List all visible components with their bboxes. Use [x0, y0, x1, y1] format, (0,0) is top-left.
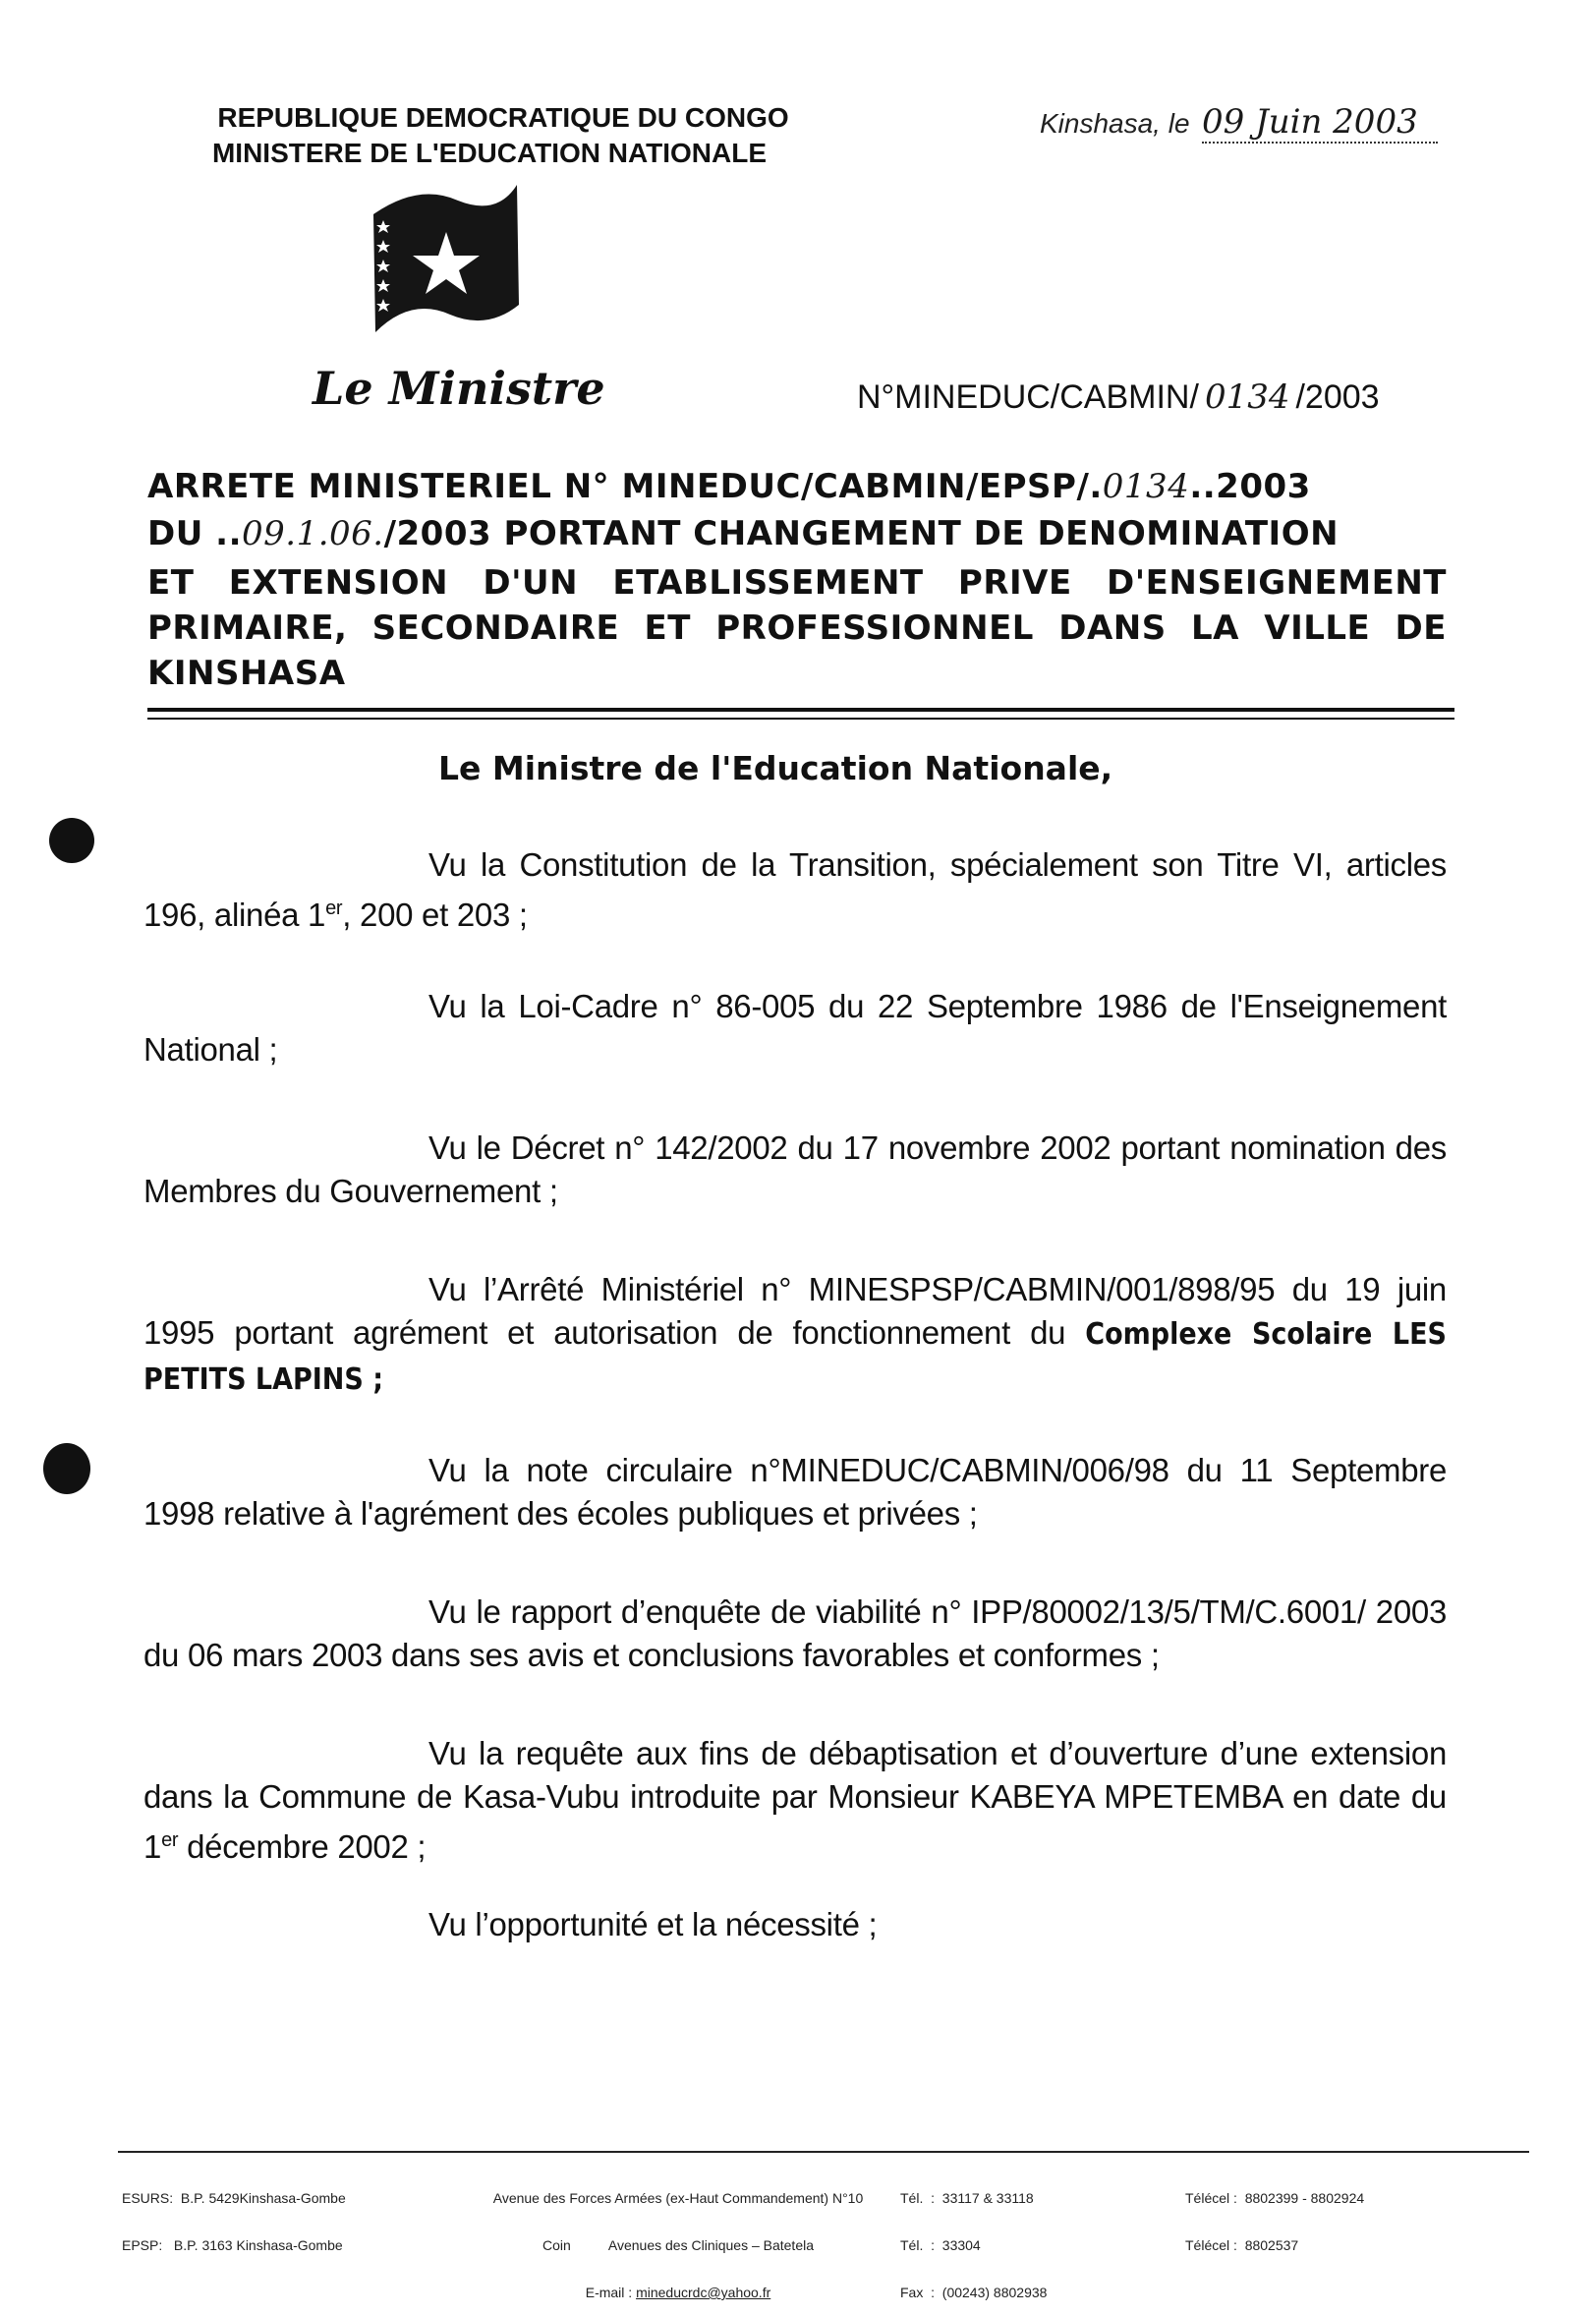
signatory-title: Le Ministre	[313, 362, 605, 415]
paragraph-note-circulaire: Vu la note circulaire n°MINEDUC/CABMIN/006/98 du 11 Septembre 1998 relative à l'agrément des écoles publiques et privées ;	[143, 1452, 1447, 1532]
p7-superscript: er	[161, 1829, 179, 1851]
footer-esurs: ESURS: B.P. 5429Kinshasa-Gombe	[122, 2190, 346, 2206]
reference-number	[857, 377, 1380, 417]
footer-postal	[122, 2159, 346, 2269]
p1-text-end: , 200 et 203 ;	[342, 897, 528, 933]
footer-telecel	[1185, 2159, 1364, 2269]
handwritten-date: 09 Juin 2003	[1202, 102, 1438, 144]
footer-tel1: Tél. : 33117 & 33118	[900, 2190, 1034, 2206]
paragraph-rapport: Vu le rapport d’enquête de viabilité n° IPP/80002/13/5/TM/C.6001/ 2003 du 06 mars 2003 dans ses avis et conclusions favorables et conformes ;	[143, 1593, 1447, 1673]
title-rule-thick	[147, 708, 1454, 712]
title-line2-rest: /2003 PORTANT CHANGEMENT DE DENOMINATION	[383, 514, 1340, 553]
footer-email[interactable]: mineducrdc@yahoo.fr	[636, 2285, 771, 2300]
p4-school-name: Complexe Scolaire LES PETITS LAPINS ;	[143, 1317, 1447, 1397]
punch-hole-mark	[43, 1443, 90, 1494]
punch-hole-mark	[49, 818, 94, 863]
footer-phones	[900, 2159, 1047, 2316]
footer-epsp: EPSP: B.P. 3163 Kinshasa-Gombe	[122, 2237, 343, 2253]
republic-name: REPUBLIQUE DEMOCRATIQUE DU CONGO	[217, 102, 789, 133]
body-heading: Le Ministre de l'Education Nationale,	[438, 749, 1113, 787]
reference-suffix: /2003	[1295, 378, 1380, 416]
paragraph-loi-cadre: Vu la Loi-Cadre n° 86-005 du 22 Septembre 1986 de l'Enseignement National ;	[143, 988, 1447, 1068]
footer-tel2: Tél. : 33304	[900, 2237, 981, 2253]
title-line2-prefix: DU ..	[147, 514, 242, 553]
footer-telecel2: Télécel : 8802537	[1185, 2237, 1299, 2253]
decree-title-line1	[147, 464, 1447, 509]
title-handwritten-date: 09.1.06.	[242, 514, 384, 553]
national-emblem	[360, 175, 537, 357]
paragraph-arrete	[143, 1268, 1447, 1402]
p1-text: Vu la Constitution de la Transition, spécialement son Titre VI, articles 196, alinéa 1	[143, 846, 1447, 933]
footer-email-label: E-mail :	[585, 2285, 637, 2300]
p1-superscript: er	[325, 897, 343, 919]
title-line1-suffix: ..2003	[1189, 467, 1311, 506]
decree-title-line2	[147, 511, 1447, 556]
reference-handwritten: 0134	[1204, 377, 1290, 417]
footer-address	[462, 2159, 894, 2316]
title-line1-prefix: ARRETE MINISTERIEL N° MINEDUC/CABMIN/EPSP/.	[147, 467, 1103, 506]
footer-fax: Fax : (00243) 8802938	[900, 2285, 1048, 2300]
footer-address-line1: Avenue des Forces Armées (ex-Haut Commandement) N°10	[492, 2190, 864, 2206]
footer-telecel1: Télécel : 8802399 - 8802924	[1185, 2190, 1365, 2206]
decree-title-rest: ET EXTENSION D'UN ETABLISSEMENT PRIVE D'ENSEIGNEMENT PRIMAIRE, SECONDAIRE ET PROFESSIONNEL DANS LA VILLE DE KINSHASA	[147, 563, 1447, 693]
paragraph-opportunite: Vu l’opportunité et la nécessité ;	[428, 1906, 878, 1942]
place-label: Kinshasa, le	[1040, 108, 1190, 139]
ministry-name: MINISTERE DE L'EDUCATION NATIONALE	[211, 138, 768, 168]
paragraph-decret: Vu le Décret n° 142/2002 du 17 novembre 2002 portant nomination des Membres du Gouvernement ;	[143, 1129, 1447, 1209]
footer-rule	[118, 2151, 1529, 2153]
paragraph-requete	[143, 1732, 1447, 1869]
p7-text: Vu la requête aux fins de débaptisation et d’ouverture d’une extension dans la Commune de Kasa-Vubu introduite par Monsieur KABEYA MPETEMBA en date du 1	[143, 1735, 1447, 1865]
footer-email-line	[462, 2285, 894, 2300]
title-handwritten-number: 0134	[1102, 467, 1190, 506]
footer-address-line2: Coin Avenues des Cliniques – Batetela	[542, 2237, 815, 2253]
p4-text: Vu l’Arrêté Ministériel n° MINESPSP/CABMIN/001/898/95 du 19 juin 1995 portant agrément et autorisation de fonctionnement du	[143, 1271, 1447, 1351]
paragraph-constitution	[143, 843, 1447, 937]
place-date	[1040, 102, 1438, 144]
p7-text-end: décembre 2002 ;	[178, 1828, 427, 1865]
title-rule-thin	[147, 718, 1454, 720]
reference-prefix: N°MINEDUC/CABMIN/	[857, 378, 1199, 416]
